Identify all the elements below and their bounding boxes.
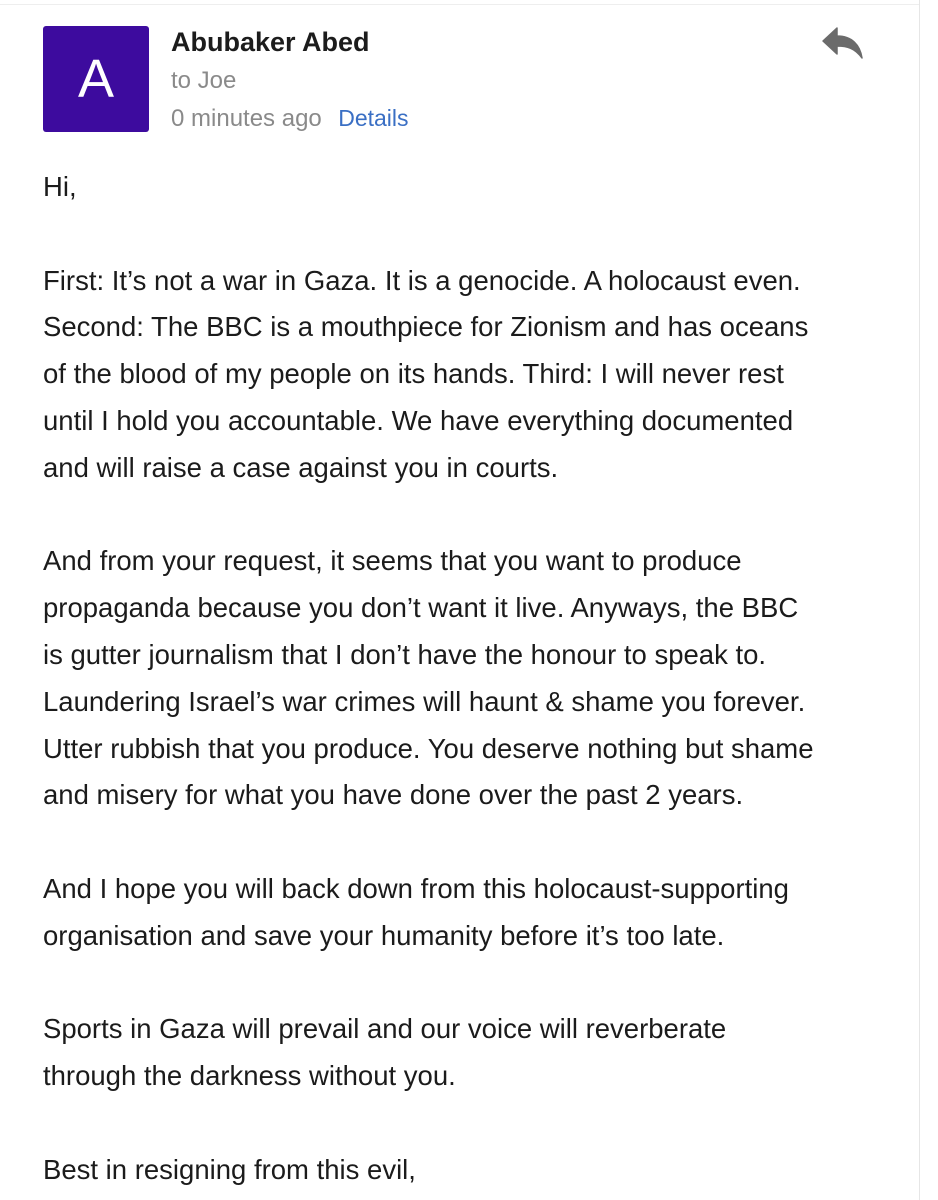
- avatar: A: [43, 26, 149, 132]
- email-body: [43, 164, 903, 1200]
- recipient-line: to Joe: [171, 67, 237, 94]
- body-paragraph: And from your request, it seems that you want to produce propaganda because you don’t want it live. Anyways, the BBC is gutter journalism that I don’t have the honour to speak to. Laundering Israel’s war crimes will haunt & shame you forever. Utter rubbish that you produce. You deserve nothing but shame and misery for what you have done over the past 2 years.: [43, 545, 814, 811]
- greeting: Hi,: [43, 171, 77, 202]
- divider: [919, 0, 920, 1200]
- timestamp-row: [171, 103, 409, 137]
- body-paragraph: Sports in Gaza will prevail and our voice will reverberate through the darkness without you.: [43, 1013, 727, 1092]
- timestamp: 0 minutes ago: [171, 105, 322, 132]
- reply-button[interactable]: [821, 26, 865, 62]
- body-paragraph: And I hope you will back down from this holocaust-supporting organisation and save your humanity before it’s too late.: [43, 872, 789, 951]
- closing: Best in resigning from this evil,: [43, 1153, 416, 1185]
- email-header: [43, 26, 883, 136]
- reply-arrow-icon: [821, 26, 865, 62]
- divider: [0, 4, 920, 5]
- sender-name: Abubaker Abed: [171, 27, 370, 57]
- body-paragraph: First: It’s not a war in Gaza. It is a genocide. A holocaust even. Second: The BBC is a mouthpiece for Zionism and has oceans of the blood of my people on its hands. Third: I will never rest until I hold you accountable. We have everything documented and will raise a case against you in courts.: [43, 264, 809, 483]
- details-link[interactable]: Details: [338, 105, 409, 131]
